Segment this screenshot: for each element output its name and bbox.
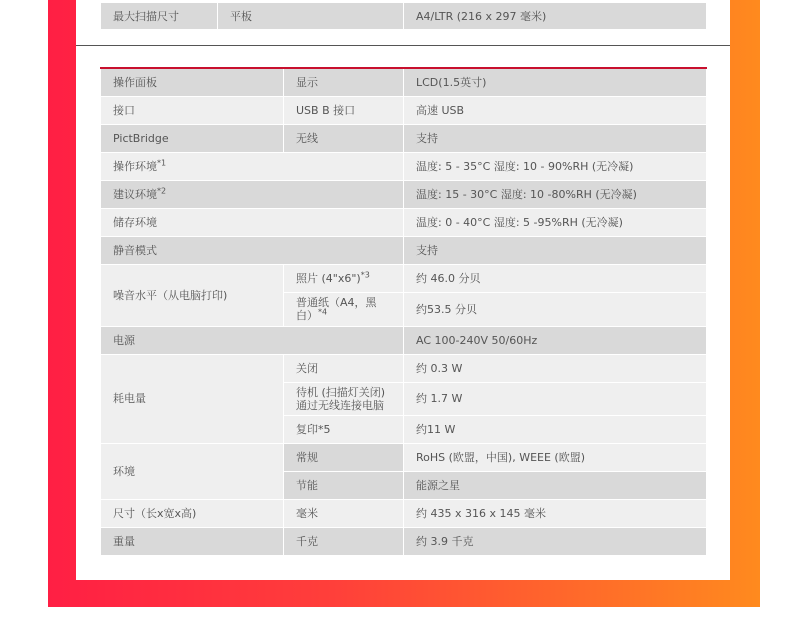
cell-sub: 平板 (218, 3, 404, 30)
cell-value: A4/LTR (216 x 297 毫米) (404, 3, 707, 30)
cell-value: 温度: 15 - 30°C 湿度: 10 -80%RH (无冷凝) (404, 180, 707, 208)
sub-line: 通过无线连接电脑 (296, 398, 384, 412)
section-divider (76, 45, 730, 46)
table-row (101, 264, 707, 292)
cell-value: 温度: 0 - 40°C 湿度: 5 -95%RH (无冷凝) (404, 208, 707, 236)
cell-label: 耗电量 (101, 354, 284, 443)
cell-value: 支持 (404, 236, 707, 264)
cell-value: 高速 USB (404, 96, 707, 124)
cell-value: 支持 (404, 124, 707, 152)
cell-value: 约 0.3 W (404, 354, 707, 382)
cell-value: 约11 W (404, 415, 707, 443)
table-row (101, 124, 707, 152)
cell-sub: 关闭 (284, 354, 404, 382)
cell-value: 约 1.7 W (404, 382, 707, 415)
cell-sub: 复印*5 (284, 415, 404, 443)
label-text: 操作环境 (113, 159, 157, 173)
table-row (101, 180, 707, 208)
cell-label: 噪音水平（从电脑打印) (101, 264, 284, 326)
table-row (101, 68, 707, 96)
cell-sub (284, 382, 404, 415)
cell-value: 约 46.0 分贝 (404, 264, 707, 292)
table-row (101, 96, 707, 124)
cell-value: 约 3.9 千克 (404, 527, 707, 555)
cell-value: 温度: 5 - 35°C 湿度: 10 - 90%RH (无冷凝) (404, 152, 707, 180)
sub-text: 普通纸（A4，黑白） (296, 296, 377, 322)
cell-sub: 显示 (284, 68, 404, 96)
cell-label: 电源 (101, 326, 404, 354)
cell-value: 约 435 x 316 x 145 毫米 (404, 499, 707, 527)
cell-sub: 无线 (284, 124, 404, 152)
table-row (101, 326, 707, 354)
cell-sub (284, 292, 404, 326)
cell-value: RoHS (欧盟，中国), WEEE (欧盟) (404, 443, 707, 471)
table-row (101, 236, 707, 264)
cell-label: 最大扫描尺寸 (101, 3, 218, 30)
table-row (101, 443, 707, 471)
cell-label: 静音模式 (101, 236, 404, 264)
cell-label (101, 180, 404, 208)
cell-label: PictBridge (101, 124, 284, 152)
cell-label (101, 152, 404, 180)
sub-line: 待机 (扫描灯关闭) (296, 385, 386, 399)
cell-sub: 千克 (284, 527, 404, 555)
table-row (101, 354, 707, 382)
cell-label: 尺寸（长x宽x高) (101, 499, 284, 527)
cell-value: AC 100-240V 50/60Hz (404, 326, 707, 354)
cell-sub (284, 264, 404, 292)
cell-label: 接口 (101, 96, 284, 124)
table-row (101, 3, 707, 30)
spec-table (100, 67, 707, 556)
table-row (101, 499, 707, 527)
cell-label: 储存环境 (101, 208, 404, 236)
footnote-mark: *1 (157, 157, 167, 167)
cell-value: LCD(1.5英寸) (404, 68, 707, 96)
cell-sub: USB B 接口 (284, 96, 404, 124)
footnote-mark: *2 (157, 185, 167, 195)
cell-label: 重量 (101, 527, 284, 555)
cell-sub: 毫米 (284, 499, 404, 527)
sub-text: 照片 (4"x6") (296, 271, 361, 285)
footnote-mark: *3 (360, 269, 370, 279)
label-text: 建议环境 (113, 187, 157, 201)
spec-table-top (100, 2, 707, 30)
cell-value: 约53.5 分贝 (404, 292, 707, 326)
cell-value: 能源之星 (404, 471, 707, 499)
footnote-mark: *4 (318, 307, 328, 317)
cell-label: 操作面板 (101, 68, 284, 96)
cell-sub: 常规 (284, 443, 404, 471)
table-row (101, 152, 707, 180)
cell-label: 环境 (101, 443, 284, 499)
table-row (101, 527, 707, 555)
cell-sub: 节能 (284, 471, 404, 499)
table-row (101, 208, 707, 236)
